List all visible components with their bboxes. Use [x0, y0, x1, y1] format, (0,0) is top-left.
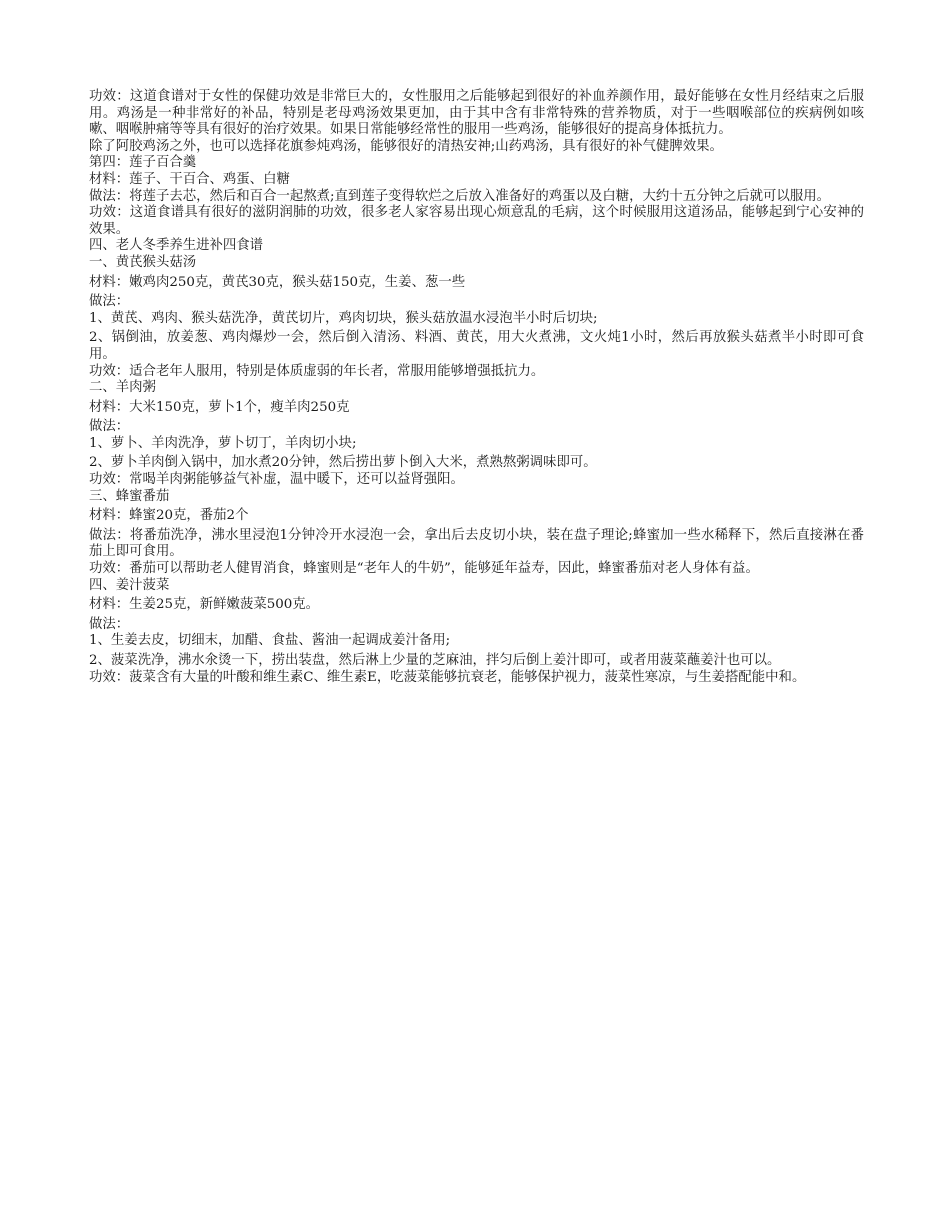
- paragraph-other-soups: 除了阿胶鸡汤之外，也可以选择花旗参炖鸡汤，能够很好的清热安神;山药鸡汤，具有很好的补气健脾效果。: [89, 138, 723, 154]
- heading-astragalus-mushroom-soup: 一、黄芪猴头菇汤: [89, 254, 197, 270]
- porridge-step-1: 1、萝卜、羊肉洗净，萝卜切丁，羊肉切小块;: [89, 435, 357, 451]
- mushroom-ingredients: 材料：嫩鸡肉250克，黄芪30克，猴头菇150克，生姜、葱一些: [89, 274, 466, 290]
- spinach-method-label: 做法：: [89, 616, 130, 632]
- section-heading-winter-recipes: 四、老人冬季养生进补四食谱: [89, 238, 264, 254]
- tomato-method: 做法：将番茄洗净，沸水里浸泡1分钟冷开水浸泡一会，拿出后去皮切小块，装在盘子理论;蜂蜜加一些水稀释下，然后直接淋在番茄上即可食用。: [89, 527, 864, 560]
- spinach-benefits: 功效：菠菜含有大量的叶酸和维生素C、维生素E，吃菠菜能够抗衰老，能够保护视力，菠菜性寒凉，与生姜搭配能中和。: [89, 669, 806, 685]
- document-body: [89, 89, 864, 686]
- paragraph-chicken-soup-benefits: 功效：这道食谱对于女性的保健功效是非常巨大的，女性服用之后能够起到很好的补血养颜作用，最好能够在女性月经结束之后服用。鸡汤是一种非常好的补品，特别是老母鸡汤效果更加，由于其中含有非常特殊的营养物质，对于一些咽喉部位的疾病例如咳嗽、咽喉肿痛等等具有很好的治疗效果。如果日常能够经常性的服用一些鸡汤，能够很好的提高身体抵抗力。: [89, 89, 864, 138]
- mushroom-step-2: 2、锅倒油，放姜葱、鸡肉爆炒一会，然后倒入清汤、料酒、黄芪，用大火煮沸，文火炖1小时，然后再放猴头菇煮半小时即可食用。: [89, 330, 864, 362]
- lotus-ingredients: 材料：莲子、干百合、鸡蛋、白糖: [89, 171, 290, 187]
- tomato-ingredients: 材料：蜂蜜20克，番茄2个: [89, 508, 249, 524]
- heading-ginger-spinach: 四、姜汁菠菜: [89, 577, 170, 593]
- porridge-method-label: 做法：: [89, 419, 130, 435]
- lotus-benefits: 功效：这道食谱具有很好的滋阴润肺的功效，很多老人家容易出现心烦意乱的毛病，这个时候服用这道汤品，能够起到宁心安神的效果。: [89, 205, 864, 237]
- lotus-method: 做法：将莲子去芯，然后和百合一起熬煮;直到莲子变得软烂之后放入准备好的鸡蛋以及白糖，大约十五分钟之后就可以服用。: [89, 188, 830, 204]
- porridge-ingredients: 材料：大米150克，萝卜1个，瘦羊肉250克: [89, 399, 350, 415]
- heading-mutton-porridge: 二、羊肉粥: [89, 380, 156, 396]
- mushroom-step-1: 1、黄芪、鸡肉、猴头菇洗净，黄芪切片，鸡肉切块，猴头菇放温水浸泡半小时后切块;: [89, 310, 598, 326]
- spinach-ingredients: 材料：生姜25克，新鲜嫩菠菜500克。: [89, 597, 320, 613]
- mushroom-benefits: 功效：适合老年人服用，特别是体质虚弱的年长者，常服用能够增强抵抗力。: [89, 363, 545, 379]
- spinach-step-2: 2、菠菜洗净，沸水氽烫一下，捞出装盘，然后淋上少量的芝麻油，拌匀后倒上姜汁即可，或者用菠菜蘸姜汁也可以。: [89, 653, 781, 668]
- heading-honey-tomato: 三、蜂蜜番茄: [89, 488, 170, 504]
- tomato-benefits: 功效：番茄可以帮助老人健胃消食，蜂蜜则是“老年人的牛奶”，能够延年益寿，因此，蜂蜜番茄对老人身体有益。: [89, 561, 759, 577]
- porridge-step-2: 2、萝卜羊肉倒入锅中，加水煮20分钟，然后捞出萝卜倒入大米，煮熟熬粥调味即可。: [89, 455, 597, 471]
- spinach-step-1: 1、生姜去皮，切细末，加醋、食盐、酱油一起调成姜汁备用;: [89, 633, 451, 649]
- porridge-benefits: 功效：常喝羊肉粥能够益气补虚，温中暖下，还可以益肾强阳。: [89, 472, 464, 488]
- heading-lotus-lily-soup: 第四：莲子百合羹: [89, 155, 197, 171]
- mushroom-method-label: 做法：: [89, 294, 130, 310]
